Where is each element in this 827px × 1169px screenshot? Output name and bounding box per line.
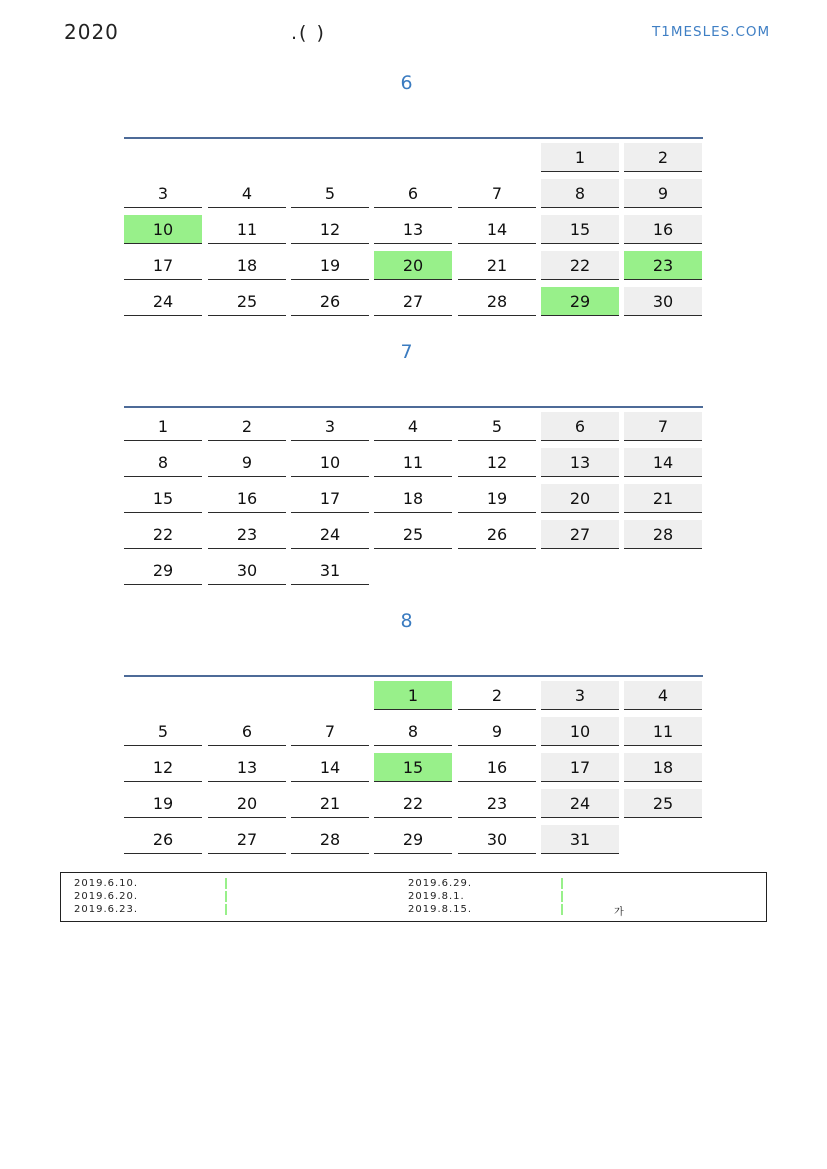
legend-note: 가 [614,907,624,918]
month-title: 8 [400,610,413,632]
day-cell[interactable]: 10 [541,717,619,746]
day-cell[interactable]: 5 [291,179,369,208]
legend-date: 2019.6.10. [74,878,139,889]
day-cell[interactable]: 7 [291,717,369,746]
month-title: 7 [400,341,413,363]
month-rule [124,137,703,139]
page-subtitle: .( ) [291,22,326,44]
day-cell[interactable]: 18 [208,251,286,280]
day-cell[interactable]: 9 [624,179,702,208]
day-cell[interactable]: 24 [541,789,619,818]
day-cell[interactable]: 9 [208,448,286,477]
day-cell[interactable]: 4 [208,179,286,208]
legend-marker [225,904,227,915]
day-cell[interactable]: 26 [124,825,202,854]
day-cell[interactable]: 3 [291,412,369,441]
day-cell[interactable]: 25 [374,520,452,549]
day-cell[interactable]: 2 [208,412,286,441]
legend-date: 2019.6.20. [74,891,139,902]
day-cell[interactable]: 30 [624,287,702,316]
day-cell[interactable]: 20 [208,789,286,818]
day-cell[interactable]: 1 [541,143,619,172]
day-cell[interactable]: 8 [374,717,452,746]
day-cell[interactable]: 9 [458,717,536,746]
day-cell[interactable]: 1 [124,412,202,441]
day-cell[interactable]: 16 [624,215,702,244]
day-cell[interactable]: 10 [124,215,202,244]
day-cell[interactable]: 7 [458,179,536,208]
day-cell[interactable]: 16 [458,753,536,782]
legend-marker [225,878,227,889]
day-cell[interactable]: 2 [624,143,702,172]
day-cell[interactable]: 29 [124,556,202,585]
legend-date: 2019.6.23. [74,904,139,915]
day-cell[interactable]: 8 [541,179,619,208]
day-cell[interactable]: 19 [458,484,536,513]
legend-date: 2019.6.29. [408,878,473,889]
day-cell[interactable]: 23 [458,789,536,818]
day-cell[interactable]: 6 [374,179,452,208]
day-cell[interactable]: 13 [541,448,619,477]
month-rule [124,406,703,408]
day-cell[interactable]: 20 [374,251,452,280]
day-cell[interactable]: 7 [624,412,702,441]
day-cell[interactable]: 30 [458,825,536,854]
day-cell[interactable]: 23 [624,251,702,280]
day-cell[interactable]: 13 [374,215,452,244]
site-link[interactable]: T1MESLES.COM [652,24,771,40]
day-cell[interactable]: 15 [374,753,452,782]
day-cell[interactable]: 20 [541,484,619,513]
day-cell[interactable]: 27 [374,287,452,316]
day-cell[interactable]: 17 [291,484,369,513]
day-cell[interactable]: 27 [541,520,619,549]
day-cell[interactable]: 29 [374,825,452,854]
day-cell[interactable]: 17 [124,251,202,280]
day-cell[interactable]: 8 [124,448,202,477]
legend-date: 2019.8.15. [408,904,473,915]
day-cell[interactable]: 13 [208,753,286,782]
day-cell[interactable]: 28 [624,520,702,549]
day-cell[interactable]: 21 [624,484,702,513]
day-cell[interactable]: 15 [541,215,619,244]
day-cell[interactable]: 28 [291,825,369,854]
day-cell[interactable]: 25 [208,287,286,316]
day-cell[interactable]: 31 [541,825,619,854]
day-cell[interactable]: 14 [291,753,369,782]
day-cell[interactable]: 18 [374,484,452,513]
day-cell[interactable]: 4 [374,412,452,441]
day-cell[interactable]: 21 [291,789,369,818]
month-title: 6 [400,72,413,94]
day-cell[interactable]: 18 [624,753,702,782]
day-cell[interactable]: 10 [291,448,369,477]
day-cell[interactable]: 3 [124,179,202,208]
day-cell[interactable]: 22 [124,520,202,549]
legend-date: 2019.8.1. [408,891,465,902]
day-cell[interactable]: 27 [208,825,286,854]
day-cell[interactable]: 14 [624,448,702,477]
day-cell[interactable]: 30 [208,556,286,585]
day-cell[interactable]: 24 [124,287,202,316]
day-cell[interactable]: 28 [458,287,536,316]
day-cell[interactable]: 17 [541,753,619,782]
day-cell[interactable]: 2 [458,681,536,710]
day-cell[interactable]: 12 [291,215,369,244]
day-cell[interactable]: 11 [624,717,702,746]
legend-marker [225,891,227,902]
holiday-legend [60,872,767,922]
legend-marker [561,878,563,889]
day-cell[interactable]: 5 [458,412,536,441]
page-title: 2020 [64,20,119,44]
day-cell[interactable]: 6 [541,412,619,441]
legend-marker [561,891,563,902]
day-cell[interactable]: 31 [291,556,369,585]
day-cell[interactable]: 22 [374,789,452,818]
day-cell[interactable]: 22 [541,251,619,280]
month-rule [124,675,703,677]
day-cell[interactable]: 4 [624,681,702,710]
legend-marker [561,904,563,915]
day-cell[interactable]: 24 [291,520,369,549]
day-cell[interactable]: 5 [124,717,202,746]
day-cell[interactable]: 26 [458,520,536,549]
day-cell[interactable]: 29 [541,287,619,316]
day-cell[interactable]: 19 [124,789,202,818]
day-cell[interactable]: 3 [541,681,619,710]
day-cell[interactable]: 14 [458,215,536,244]
day-cell[interactable]: 21 [458,251,536,280]
day-cell[interactable]: 26 [291,287,369,316]
day-cell[interactable]: 6 [208,717,286,746]
day-cell[interactable]: 16 [208,484,286,513]
day-cell[interactable]: 12 [124,753,202,782]
day-cell[interactable]: 19 [291,251,369,280]
day-cell[interactable]: 15 [124,484,202,513]
day-cell[interactable]: 1 [374,681,452,710]
day-cell[interactable]: 11 [374,448,452,477]
day-cell[interactable]: 25 [624,789,702,818]
day-cell[interactable]: 23 [208,520,286,549]
day-cell[interactable]: 11 [208,215,286,244]
day-cell[interactable]: 12 [458,448,536,477]
